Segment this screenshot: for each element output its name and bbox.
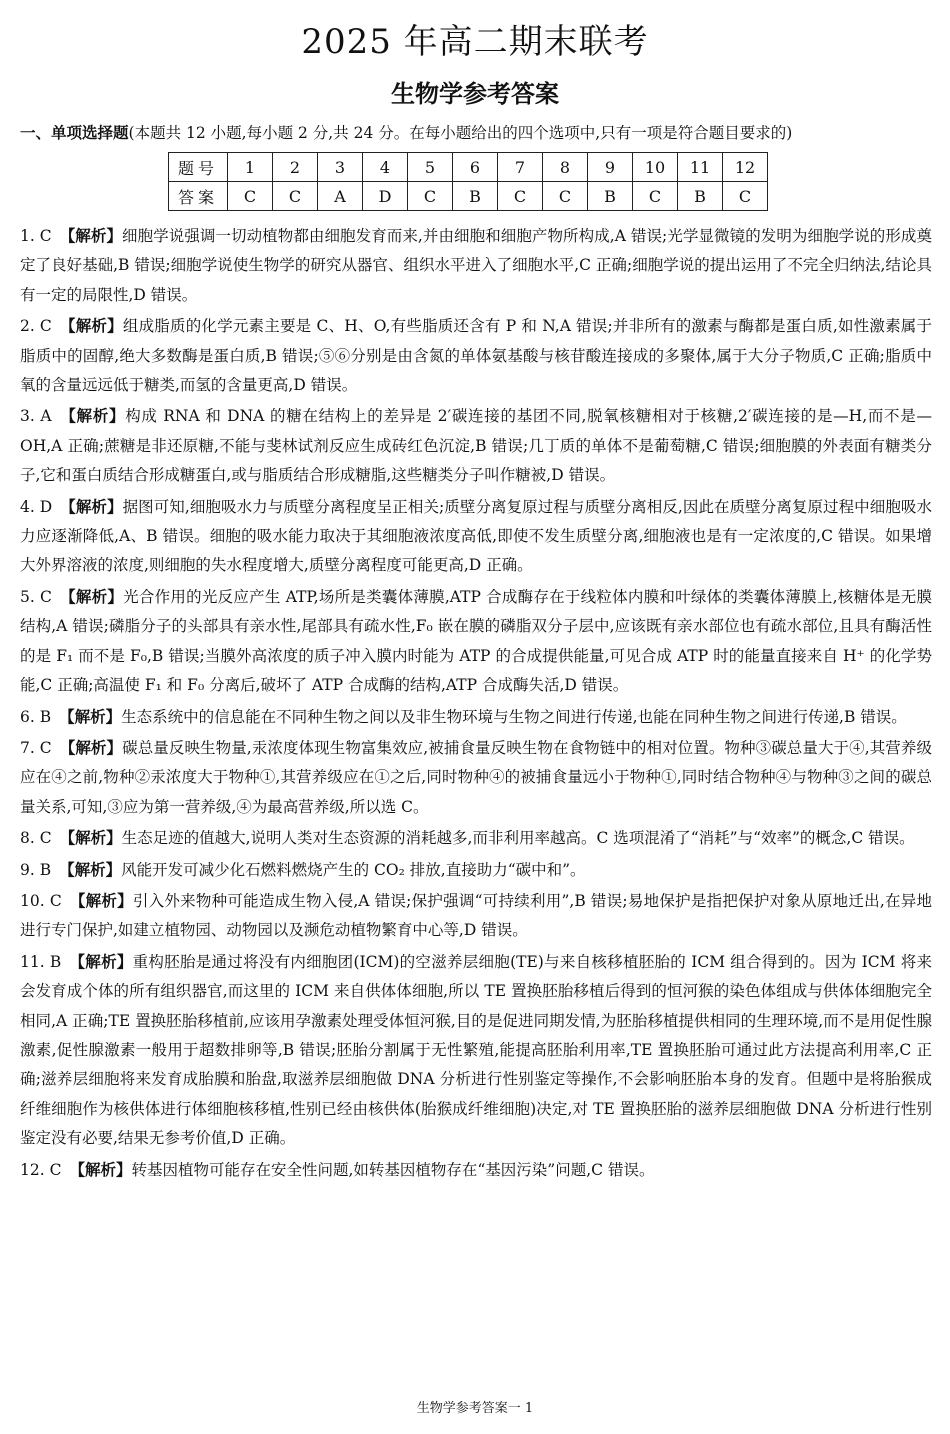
question-number-cell: 1 [228, 153, 273, 182]
section-heading [20, 121, 935, 143]
question-number-cell: 8 [543, 153, 588, 182]
item-number: 9. B [20, 860, 52, 879]
answer-cell: A [318, 182, 363, 211]
explanation-item [20, 493, 932, 581]
item-number: 5. C [20, 587, 52, 606]
explanation-item [20, 948, 932, 1154]
question-number-cell: 5 [408, 153, 453, 182]
question-number-cell: 4 [363, 153, 408, 182]
analysis-tag: 【解析】 [69, 891, 133, 910]
item-text: 碳总量反映生物量,汞浓度体现生物富集效应,被捕食量反映生物在食物链中的相对位置。物种③碳总量大于④,其营养级应在④之前,物种②汞浓度大于物种①,其营养级应在①之后,同时物种④的被捕食量远小于物种①,同时结合物种④与物种③之间的碳总量关系,可知,③应为第一营养级,④为最高营养级,所以选 C。 [20, 738, 932, 816]
item-text: 生态系统中的信息能在不同种生物之间以及非生物环境与生物之间进行传递,也能在同种生物之间进行传递,B 错误。 [121, 707, 907, 726]
item-text: 光合作用的光反应产生 ATP,场所是类囊体薄膜,ATP 合成酶存在于线粒体内膜和叶绿体的类囊体薄膜上,核糖体是无膜结构,A 错误;磷脂分子的头部具有亲水性,尾部具有疏水性,F₀ 嵌在膜的磷脂双分子层中,应该既有亲水部位也有疏水部位,且具有酶活性的是 F₁ 而不是 F₀,B 错误;当膜外高浓度的质子冲入膜内时能为 ATP 的合成提供能量,可见合成 ATP 时的能量直接来自 H⁺ 的化学势能,C 正确;高温使 F₁ 和 F₀ 分离后,破坏了 ATP 合成酶的结构,ATP 合成酶失活,D 错误。 [20, 587, 932, 695]
item-number: 2. C [20, 317, 52, 336]
item-text: 转基因植物可能存在安全性问题,如转基因植物存在“基因污染”问题,C 错误。 [131, 1160, 655, 1179]
answer-cell: C [228, 182, 273, 211]
item-number: 11. B [20, 952, 62, 971]
page-subtitle: 生物学参考答案 [391, 80, 559, 108]
item-number: 10. C [20, 891, 62, 910]
analysis-tag: 【解析】 [59, 707, 122, 726]
analysis-tag: 【解析】 [69, 1160, 132, 1179]
answer-table [168, 152, 768, 211]
item-text: 引入外来物种可能造成生物入侵,A 错误;保护强调“可持续利用”,B 错误;易地保护是指把保护对象从原地迁出,在异地进行专门保护,如建立植物园、动物园以及濒危动植物繁育中心等,D 错误。 [20, 891, 932, 940]
answer-table-row-numbers [169, 153, 768, 182]
question-number-cell: 10 [633, 153, 678, 182]
question-number-cell: 7 [498, 153, 543, 182]
explanation-item [20, 887, 932, 946]
explanation-item [20, 402, 932, 490]
answer-cell: C [543, 182, 588, 211]
row-label-answer: 答案 [169, 182, 228, 211]
explanation-item [20, 856, 932, 885]
page-title: 2025 年高二期末联考 [301, 22, 649, 62]
item-text: 重构胚胎是通过将没有内细胞团(ICM)的空滋养层细胞(TE)与来自核移植胚胎的 ICM 组合得到的。因为 ICM 将来会发育成个体的所有组织器官,而这里的 ICM 来自供体体细胞,所以 TE 置换胚胎移植后得到的恒河猴的染色体组成与供体体细胞完全相同,A 正确;TE 置换胚胎移植前,应该用孕激素处理受体恒河猴,目的是促进同期发情,为胚胎移植提供相同的生理环境,而不是用促性腺激素,促性腺激素一般用于超数排卵等,B 错误;胚胎分割属于无性繁殖,能提高胚胎利用率,TE 置换胚胎可通过此方法提高利用率,C 正确;滋养层细胞将来发育成胎膜和胎盘,取滋养层细胞做 DNA 分析进行性别鉴定等操作,不会影响胚胎本身的发育。但题中是将胎猴成纤维细胞作为核供体进行体细胞核移植,性别已经由核供体(胎猴成纤维细胞)决定,对 TE 置换胚胎的滋养层细胞做 DNA 分析进行性别鉴定没有必要,结果无参考价值,D 正确。 [20, 952, 932, 1148]
answer-cell: B [678, 182, 723, 211]
item-number: 7. C [20, 738, 52, 757]
answer-cell: C [633, 182, 678, 211]
item-text: 组成脂质的化学元素主要是 C、H、O,有些脂质还含有 P 和 N,A 错误;并非所有的激素与酶都是蛋白质,如性激素属于脂质中的固醇,绝大多数酶是蛋白质,B 错误;⑤⑥分别是由含氮的单体氨基酸与核苷酸连接成的多聚体,属于大分子物质,C 正确;脂质中氧的含量远远低于糖类,而氢的含量更高,D 错误。 [20, 317, 933, 395]
analysis-tag: 【解析】 [60, 497, 123, 516]
answer-cell: C [498, 182, 543, 211]
explanation-item [20, 734, 932, 822]
analysis-tag: 【解析】 [59, 227, 123, 245]
analysis-tag: 【解析】 [69, 952, 133, 971]
section-heading-note: (本题共 12 小题,每小题 2 分,共 24 分。在每小题给出的四个选项中,只有一项是符合题目要求的) [128, 124, 793, 142]
explanation-item [20, 583, 932, 701]
item-text: 风能开发可减少化石燃料燃烧产生的 CO₂ 排放,直接助力“碳中和”。 [121, 860, 586, 879]
question-number-cell: 2 [273, 153, 318, 182]
question-number-cell: 9 [588, 153, 633, 182]
item-number: 1. C [20, 227, 52, 245]
answer-table-row-answers [169, 182, 768, 211]
question-number-cell: 6 [453, 153, 498, 182]
analysis-tag: 【解析】 [59, 587, 124, 606]
question-number-cell: 3 [318, 153, 363, 182]
item-number: 8. C [20, 829, 52, 848]
row-label-question-number: 题号 [169, 153, 228, 182]
answer-cell: C [723, 182, 768, 211]
explanation-item [20, 222, 932, 310]
answer-cell: C [408, 182, 453, 211]
item-number: 12. C [20, 1160, 62, 1179]
explanation-list [20, 222, 932, 1187]
analysis-tag: 【解析】 [59, 407, 126, 426]
answer-cell: C [273, 182, 318, 211]
answer-cell: D [363, 182, 408, 211]
explanation-item [20, 312, 932, 400]
item-number: 4. D [20, 497, 53, 516]
explanation-item [20, 1156, 932, 1185]
analysis-tag: 【解析】 [59, 860, 122, 879]
analysis-tag: 【解析】 [59, 317, 123, 336]
analysis-tag: 【解析】 [59, 738, 123, 757]
question-number-cell: 12 [723, 153, 768, 182]
item-number: 6. B [20, 707, 52, 726]
item-number: 3. A [20, 407, 52, 426]
item-text: 构成 RNA 和 DNA 的糖在结构上的差异是 2′碳连接的基团不同,脱氧核糖相对于核糖,2′碳连接的是—H,而不是—OH,A 正确;蔗糖是非还原糖,不能与斐林试剂反应生成砖红色沉淀,B 错误;几丁质的单体不是葡萄糖,C 错误;细胞膜的外表面有糖类分子,它和蛋白质结合形成糖蛋白,或与脂质结合形成糖脂,这些糖类分子叫作糖被,D 错误。 [20, 407, 932, 485]
page-footer: 生物学参考答案一 1 [416, 1401, 534, 1416]
item-text: 据图可知,细胞吸水力与质壁分离程度呈正相关;质壁分离复原过程与质壁分离相反,因此在质壁分离复原过程中细胞吸水力应逐渐降低,A、B 错误。细胞的吸水能力取决于其细胞液浓度高低,即使不发生质壁分离,细胞液也是有一定浓度的,C 错误。如果增大外界溶液的浓度,则细胞的失水程度增大,质壁分离程度可能更高,D 正确。 [20, 497, 932, 575]
question-number-cell: 11 [678, 153, 723, 182]
explanation-item [20, 824, 932, 853]
item-text: 生态足迹的值越大,说明人类对生态资源的消耗越多,而非利用率越高。C 选项混淆了“消耗”与“效率”的概念,C 错误。 [121, 829, 915, 848]
answer-cell: B [453, 182, 498, 211]
analysis-tag: 【解析】 [59, 829, 122, 848]
item-text: 细胞学说强调一切动植物都由细胞发育而来,并由细胞和细胞产物所构成,A 错误;光学显微镜的发明为细胞学说的形成奠定了良好基础,B 错误;细胞学说使生物学的研究从器官、组织水平进入了细胞水平,C 正确;细胞学说的提出运用了不完全归纳法,结论具有一定的局限性,D 错误。 [20, 227, 933, 304]
answer-cell: B [588, 182, 633, 211]
section-heading-label: 一、单项选择题 [20, 124, 129, 142]
explanation-item [20, 703, 932, 732]
